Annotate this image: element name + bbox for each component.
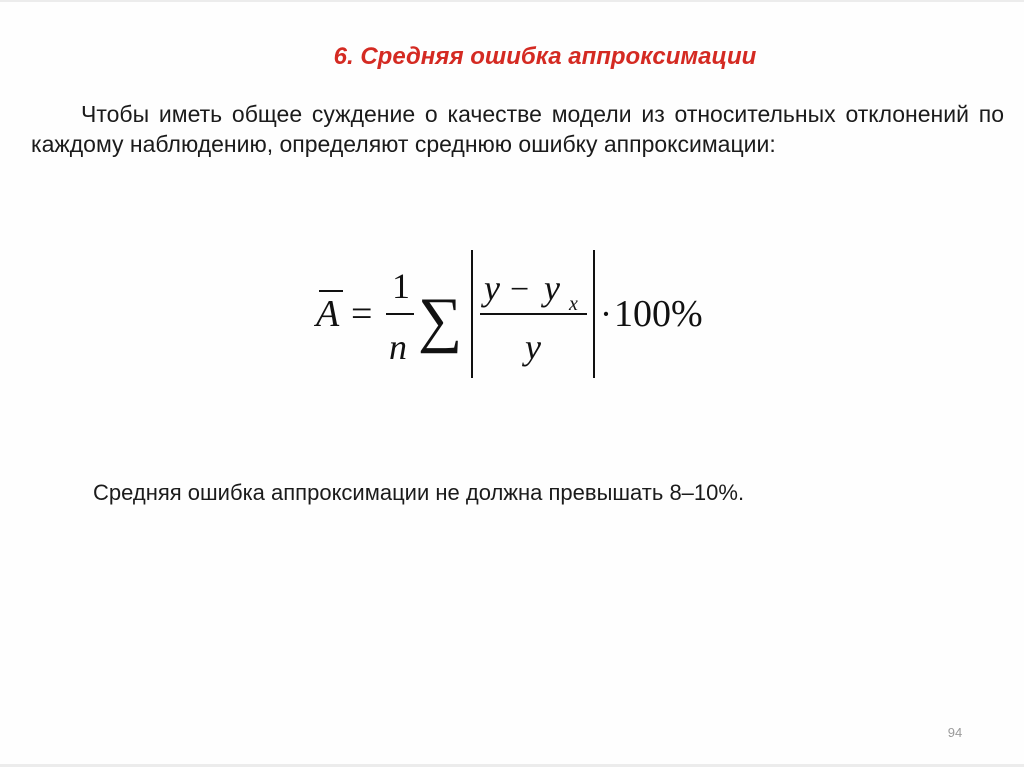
formula-dot: · [600,294,612,334]
formula-inner-subscript: x [569,293,578,315]
formula-frac-denominator: n [389,327,407,367]
formula-inner-denominator: y [525,327,541,367]
formula-average-approximation-error [300,240,740,390]
formula-lhs: A [316,293,340,335]
formula-equals: = [351,293,373,335]
note-paragraph: Средняя ошибка аппроксимации не должна превышать 8–10%. [93,480,745,505]
formula-multiplier: 100% [614,293,703,335]
formula-inner-y: y [484,268,500,308]
formula-inner-yx: y [544,268,560,308]
top-edge-line [0,0,1024,2]
formula-sum-symbol: ∑ [418,286,463,354]
formula-frac-numerator: 1 [392,266,410,306]
intro-paragraph: Чтобы иметь общее суждение о качестве модели из относительных отклонений по каждому наблюдению, определяют среднюю ошибку аппроксимации: [31,101,1004,157]
formula-inner-minus: − [510,271,530,308]
page-number: 94 [947,725,963,740]
slide-title: 6. Средняя ошибка аппроксимации [333,43,757,70]
